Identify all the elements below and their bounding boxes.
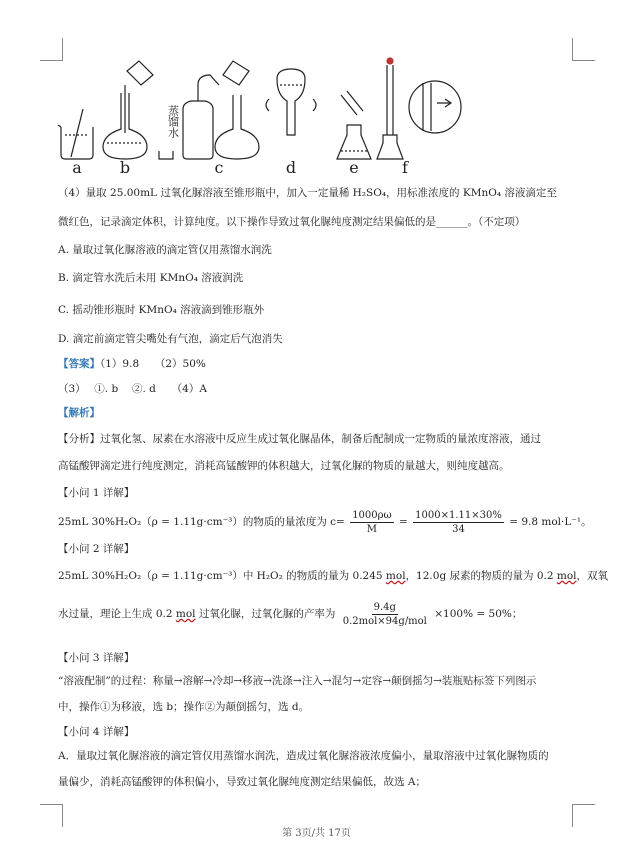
q4-detail-line-1: A．量取过氧化脲溶液的滴定管仅用蒸馏水润洗，造成过氧化脲溶液浓度偏小，量取溶液中过氧化脲物质的 (58, 750, 549, 762)
q1-fraction-2 (413, 509, 504, 536)
mol-unit: mol (556, 570, 577, 582)
figure-label-b: b (119, 158, 131, 175)
answer-tag: 【答案】 (58, 358, 100, 370)
question-4-line-1: （4）量取 25.00mL 过氧化脲溶液至锥形瓶中，加入一定量稀 H₂SO₄，用标准浓度的 KMnO₄ 溶液滴定至 (58, 187, 557, 199)
figure-label-d: d (285, 158, 297, 175)
figure-label-a: a (72, 158, 82, 175)
mol-unit: mol (175, 608, 196, 620)
q1-result: = 9.8 mol·L⁻¹。 (509, 516, 592, 528)
answer-line-1 (58, 356, 206, 372)
q4-heading: 【小问 4 详解】 (58, 726, 135, 738)
q1-formula-line (58, 508, 592, 536)
fenxi-line-1: 【分析】过氧化氢、尿素在水溶液中反应生成过氧化脲晶体，制备后配制成一定物质的量浓度溶液，通过 (58, 433, 541, 445)
page-footer: 第 3页/共 17页 (282, 828, 351, 839)
figure-label-e: e (349, 158, 359, 175)
q2-line-1 (58, 568, 608, 584)
option-c: C. 摇动锥形瓶时 KMnO₄ 溶液滴到锥形瓶外 (58, 304, 265, 316)
q2-text: 过氧化脲，过氧化脲的产率为 (195, 608, 336, 620)
apparatus-figure (55, 55, 465, 175)
corner-mark (572, 38, 595, 61)
q2-text: ，双氧 (576, 570, 609, 582)
q1-fraction-1 (350, 509, 393, 536)
q2-fraction-num: 9.4g (373, 601, 396, 613)
q3-line-1: “溶液配制”的过程：称量→溶解→冷却→移液→洗涤→注入→混匀→定容→颠倒摇匀→装瓶贴标签下列图示 (58, 675, 537, 687)
q1-equals: = (399, 516, 408, 528)
q2-fraction-den: 0.2mol×94g/mol (342, 615, 427, 627)
q2-text: 水过量，理论上生成 0.2 (58, 608, 176, 620)
q1-prefix: 25mL 30%H₂O₂（ρ = 1.11g·cm⁻³）的物质的量浓度为 c= (58, 516, 345, 528)
q3-heading: 【小问 3 详解】 (58, 652, 135, 664)
q1-fraction-2-den: 34 (452, 523, 465, 535)
option-b: B. 滴定管水洗后未用 KMnO₄ 溶液润洗 (58, 272, 244, 284)
q1-heading: 【小问 1 详解】 (58, 487, 135, 499)
q1-fraction-1-num: 1000ρω (352, 509, 392, 521)
q2-fraction (341, 601, 429, 628)
q4-detail-line-2: 量偏少，消耗高锰酸钾的体积偏小，导致过氧化脲纯度测定结果偏低，故选 A； (58, 776, 426, 788)
q2-text: ，12.0g 尿素的物质的量为 0.2 (405, 570, 557, 582)
figure-label-f: f (402, 158, 408, 175)
q1-fraction-2-num: 1000×1.11×30% (415, 509, 502, 521)
q2-result: ×100% = 50%； (434, 608, 523, 620)
q2-line-2 (58, 600, 522, 628)
mol-unit: mol (385, 570, 406, 582)
option-a: A. 量取过氧化脲溶液的滴定管仅用蒸馏水润洗 (58, 244, 272, 256)
analysis-tag: 【解析】 (58, 407, 100, 419)
fenxi-line-2: 高锰酸钾滴定进行纯度测定，消耗高锰酸钾的体积越大，过氧化脲的物质的量越大，则纯度越高。 (58, 460, 510, 472)
q2-heading: 【小问 2 详解】 (58, 543, 135, 555)
figure-label-c: c (214, 158, 224, 175)
q1-fraction-1-den: M (366, 523, 378, 535)
question-4-line-2: 微红色，记录滴定体积，计算纯度。以下操作导致过氧化脲纯度测定结果偏低的是______。（不定项） (58, 216, 526, 228)
q3-line-2: 中，操作①为移液，选 b；操作②为颠倒摇匀，选 d。 (58, 701, 310, 713)
answer-text: （1）9.8 （2）50% (100, 358, 206, 370)
option-d: D. 滴定前滴定管尖嘴处有气泡，滴定后气泡消失 (58, 333, 283, 345)
q2-text: 25mL 30%H₂O₂（ρ = 1.11g·cm⁻³）中 H₂O₂ 的物质的量为 0.245 (58, 570, 386, 582)
answer-line-2: （3） ①. b ②. d （4）A (58, 383, 207, 395)
figure-side-text: 蒸馏水 (166, 105, 180, 138)
